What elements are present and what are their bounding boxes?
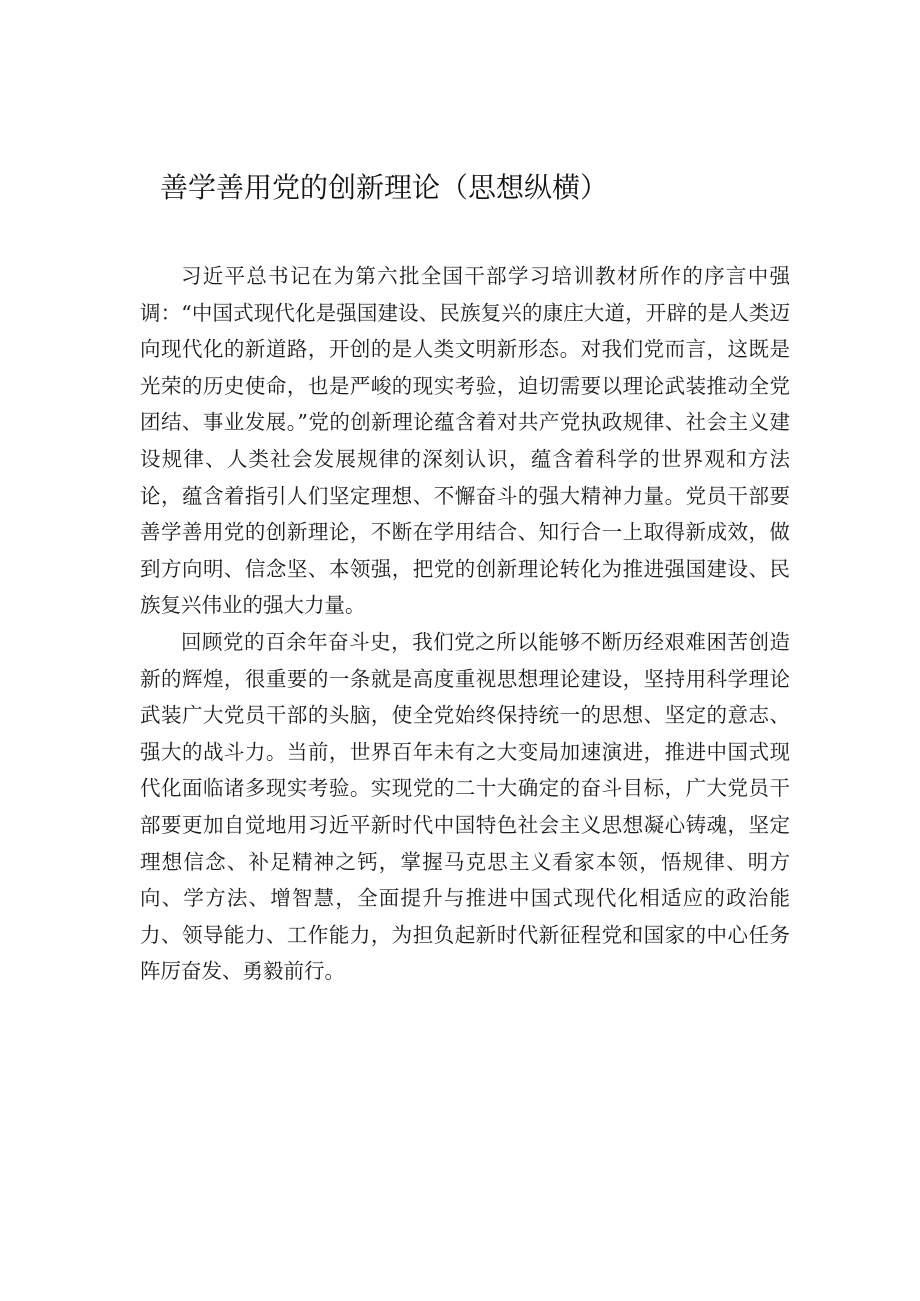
paragraph-1: 习近平总书记在为第六批全国干部学习培训教材所作的序言中强调：“中国式现代化是强国建设、民族复兴的康庄大道，开辟的是人类迈向现代化的新道路，开创的是人类文明新形态。对我们党而言，这既是光荣的历史使命，也是严峻的现实考验，迫切需要以理论武装推动全党团结、事业发展。”党的创新理论蕴含着对共产党执政规律、社会主义建设规律、人类社会发展规律的深刻认识，蕴含着科学的世界观和方法论，蕴含着指引人们坚定理想、不懈奋斗的强大精神力量。党员干部要善学善用党的创新理论，不断在学用结合、知行合一上取得新成效，做到方向明、信念坚、本领强，把党的创新理论转化为推进强国建设、民族复兴伟业的强大力量。: [140, 264, 790, 618]
document-body: [140, 258, 790, 990]
document-title: 善学善用党的创新理论（思想纵横）: [160, 171, 609, 204]
paragraph-2: 回顾党的百余年奋斗史，我们党之所以能够不断历经艰难困苦创造新的辉煌，很重要的一条就是高度重视思想理论建设，坚持用科学理论武装广大党员干部的头脑，使全党始终保持统一的思想、坚定的意志、强大的战斗力。当前，世界百年未有之大变局加速演进，推进中国式现代化面临诸多现实考验。实现党的二十大确定的奋斗目标，广大党员干部要更加自觉地用习近平新时代中国特色社会主义思想凝心铸魂，坚定理想信念、补足精神之钙，掌握马克思主义看家本领，悟规律、明方向、学方法、增智慧，全面提升与推进中国式现代化相适应的政治能力、领导能力、工作能力，为担负起新时代新征程党和国家的中心任务阵厉奋发、勇毅前行。: [140, 629, 790, 984]
